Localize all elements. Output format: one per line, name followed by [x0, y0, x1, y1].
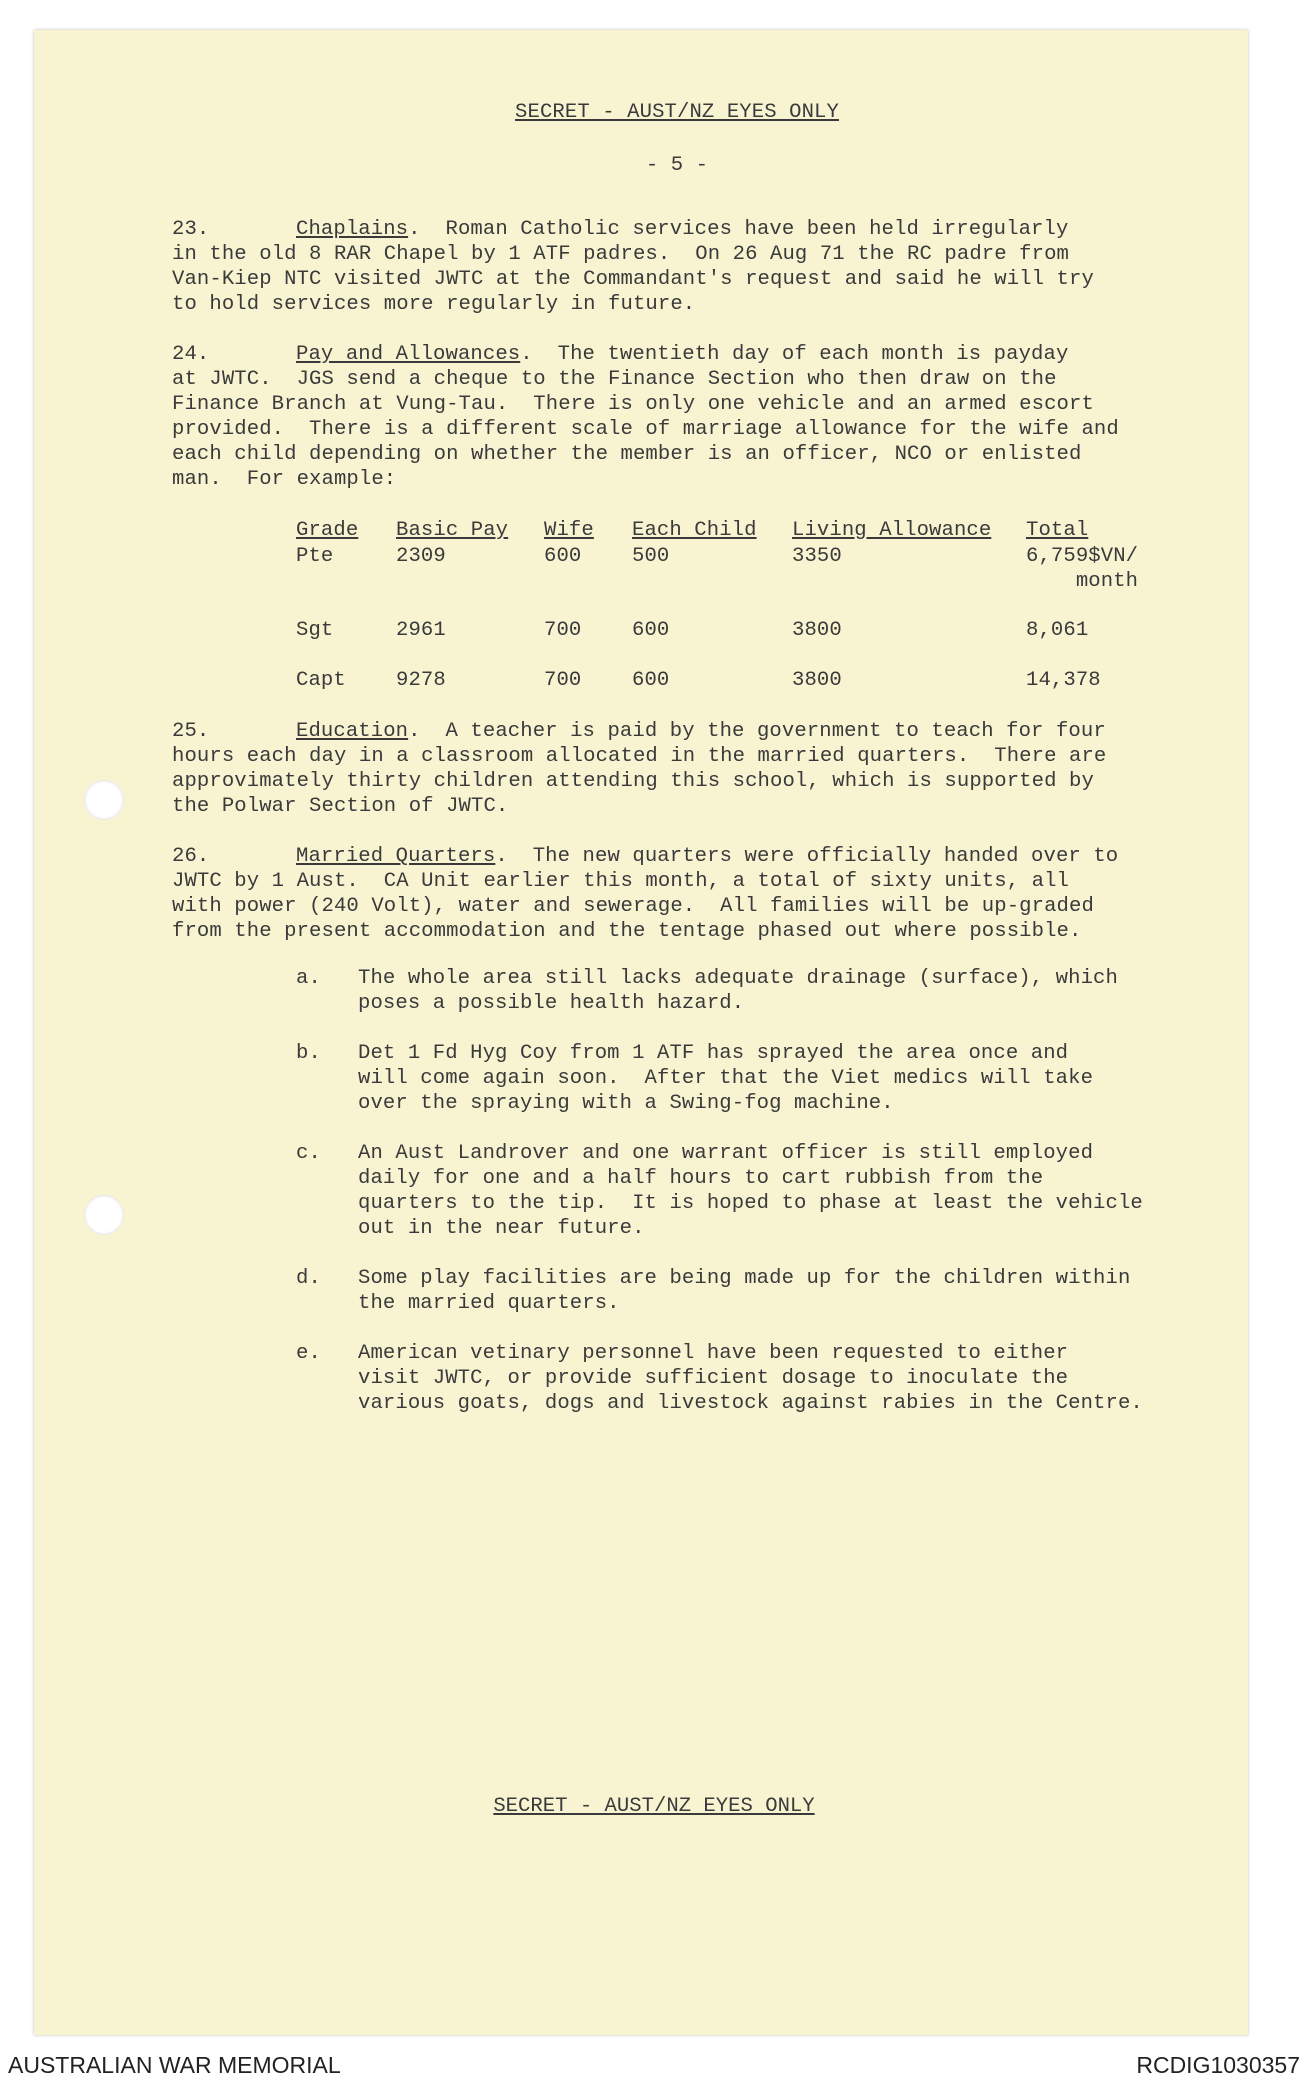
table-cell: 8,061: [1026, 619, 1089, 642]
archive-caption: AUSTRALIAN WAR MEMORIAL: [8, 2052, 341, 2078]
table-cell: 2961: [396, 619, 446, 642]
item-label: a.: [296, 967, 321, 990]
paragraph-24: [172, 342, 1182, 492]
table-row: [296, 618, 1166, 668]
column-header: Basic Pay: [396, 519, 509, 542]
table-cell: 600: [632, 619, 670, 642]
list-item: [296, 1341, 1182, 1416]
table-cell: 3800: [792, 619, 842, 642]
table-header-row: [296, 518, 1166, 544]
paragraph-heading: Pay and Allowances: [296, 343, 521, 366]
paragraph-heading: Education: [296, 720, 409, 743]
paragraph-heading: Married Quarters: [296, 845, 496, 868]
table-cell: 3800: [792, 669, 842, 692]
paragraph-26: [172, 844, 1182, 944]
paragraph-heading: Chaplains: [296, 218, 409, 241]
column-header: Total: [1026, 519, 1089, 542]
table-cell: 700: [544, 669, 582, 692]
table-cell: 600: [632, 669, 670, 692]
archive-reference-id: RCDIG1030357: [1136, 2052, 1300, 2078]
table-cell: 700: [544, 619, 582, 642]
document-body: [172, 100, 1182, 1441]
table-row: [296, 668, 1166, 694]
list-item: [296, 1141, 1182, 1241]
table-cell: Capt: [296, 669, 346, 692]
item-text: American vetinary personnel have been requested to either visit JWTC, or provide sufficient dosage to inoculate the various goats, dogs and livestock against rabies in the Centre.: [358, 1342, 1143, 1415]
paragraph-number: 24.: [172, 343, 210, 366]
item-text: An Aust Landrover and one warrant officer is still employed daily for one and a half hours to cart rubbish from the quarters to the tip. It is hoped to phase at least the vehicle out in the near future.: [358, 1142, 1143, 1240]
paragraph-text: . Roman Catholic services have been held irregularly in the old 8 RAR Chapel by 1 ATF padres. On 26 Aug 71 the RC padre from Van-Kiep NTC visited JWTC at the Commandant's request and said he will try to hold services more regularly in future.: [172, 218, 1094, 316]
table-cell: 2309: [396, 545, 446, 568]
paragraph-23: [172, 217, 1182, 317]
column-header: Living Allowance: [792, 519, 992, 542]
page-number: - 5 -: [645, 154, 709, 177]
paragraph-text: . The twentieth day of each month is payday at JWTC. JGS send a cheque to the Finance Section who then draw on the Finance Branch at Vung-Tau. There is only one vehicle and an armed escort provided. There is a different scale of marriage allowance for the wife and each child depending on whether the member is an officer, NCO or enlisted man. For example:: [172, 343, 1119, 491]
paragraph-text: . The new quarters were officially handed over to JWTC by 1 Aust. CA Unit earlier this month, a total of sixty units, all with power (240 Volt), water and sewerage. All families will be up-graded from the present accommodation and the tentage phased out where possible.: [172, 845, 1119, 943]
table-cell: 3350: [792, 545, 842, 568]
table-cell: 14,378: [1026, 669, 1101, 692]
table-row: [296, 544, 1166, 618]
table-cell: Pte: [296, 545, 334, 568]
classification-footer: SECRET - AUST/NZ EYES ONLY: [493, 1795, 815, 1818]
column-header: Each Child: [632, 519, 757, 542]
item-label: b.: [296, 1042, 321, 1065]
item-text: Det 1 Fd Hyg Coy from 1 ATF has sprayed the area once and will come again soon. After that the Viet medics will take over the spraying with a Swing-fog machine.: [358, 1042, 1094, 1115]
item-label: e.: [296, 1342, 321, 1365]
classification-header: SECRET - AUST/NZ EYES ONLY: [515, 101, 839, 124]
item-text: Some play facilities are being made up for the children within the married quarters.: [358, 1267, 1131, 1315]
paragraph-number: 25.: [172, 720, 210, 743]
table-cell: 9278: [396, 669, 446, 692]
list-item: [296, 1266, 1182, 1316]
paragraph-25: [172, 719, 1182, 819]
table-cell: 600: [544, 545, 582, 568]
sub-item-list: [296, 966, 1182, 1416]
list-item: [296, 966, 1182, 1016]
punch-hole-top: [84, 780, 124, 820]
paragraph-text: . A teacher is paid by the government to teach for four hours each day in a classroom allocated in the married quarters. There are approvimately thirty children attending this school, which is supported by the Polwar Section of JWTC.: [172, 720, 1107, 818]
item-label: d.: [296, 1267, 321, 1290]
item-label: c.: [296, 1142, 321, 1165]
table-cell: 500: [632, 545, 670, 568]
column-header: Wife: [544, 519, 594, 542]
pay-table: [296, 518, 1166, 694]
table-cell: Sgt: [296, 619, 334, 642]
punch-hole-bottom: [84, 1195, 124, 1235]
list-item: [296, 1041, 1182, 1116]
paragraph-number: 23.: [172, 218, 210, 241]
table-cell: 6,759$VN/ month: [1026, 545, 1139, 593]
paragraph-number: 26.: [172, 845, 210, 868]
item-text: The whole area still lacks adequate drainage (surface), which poses a possible health hazard.: [358, 967, 1118, 1015]
column-header: Grade: [296, 519, 359, 542]
